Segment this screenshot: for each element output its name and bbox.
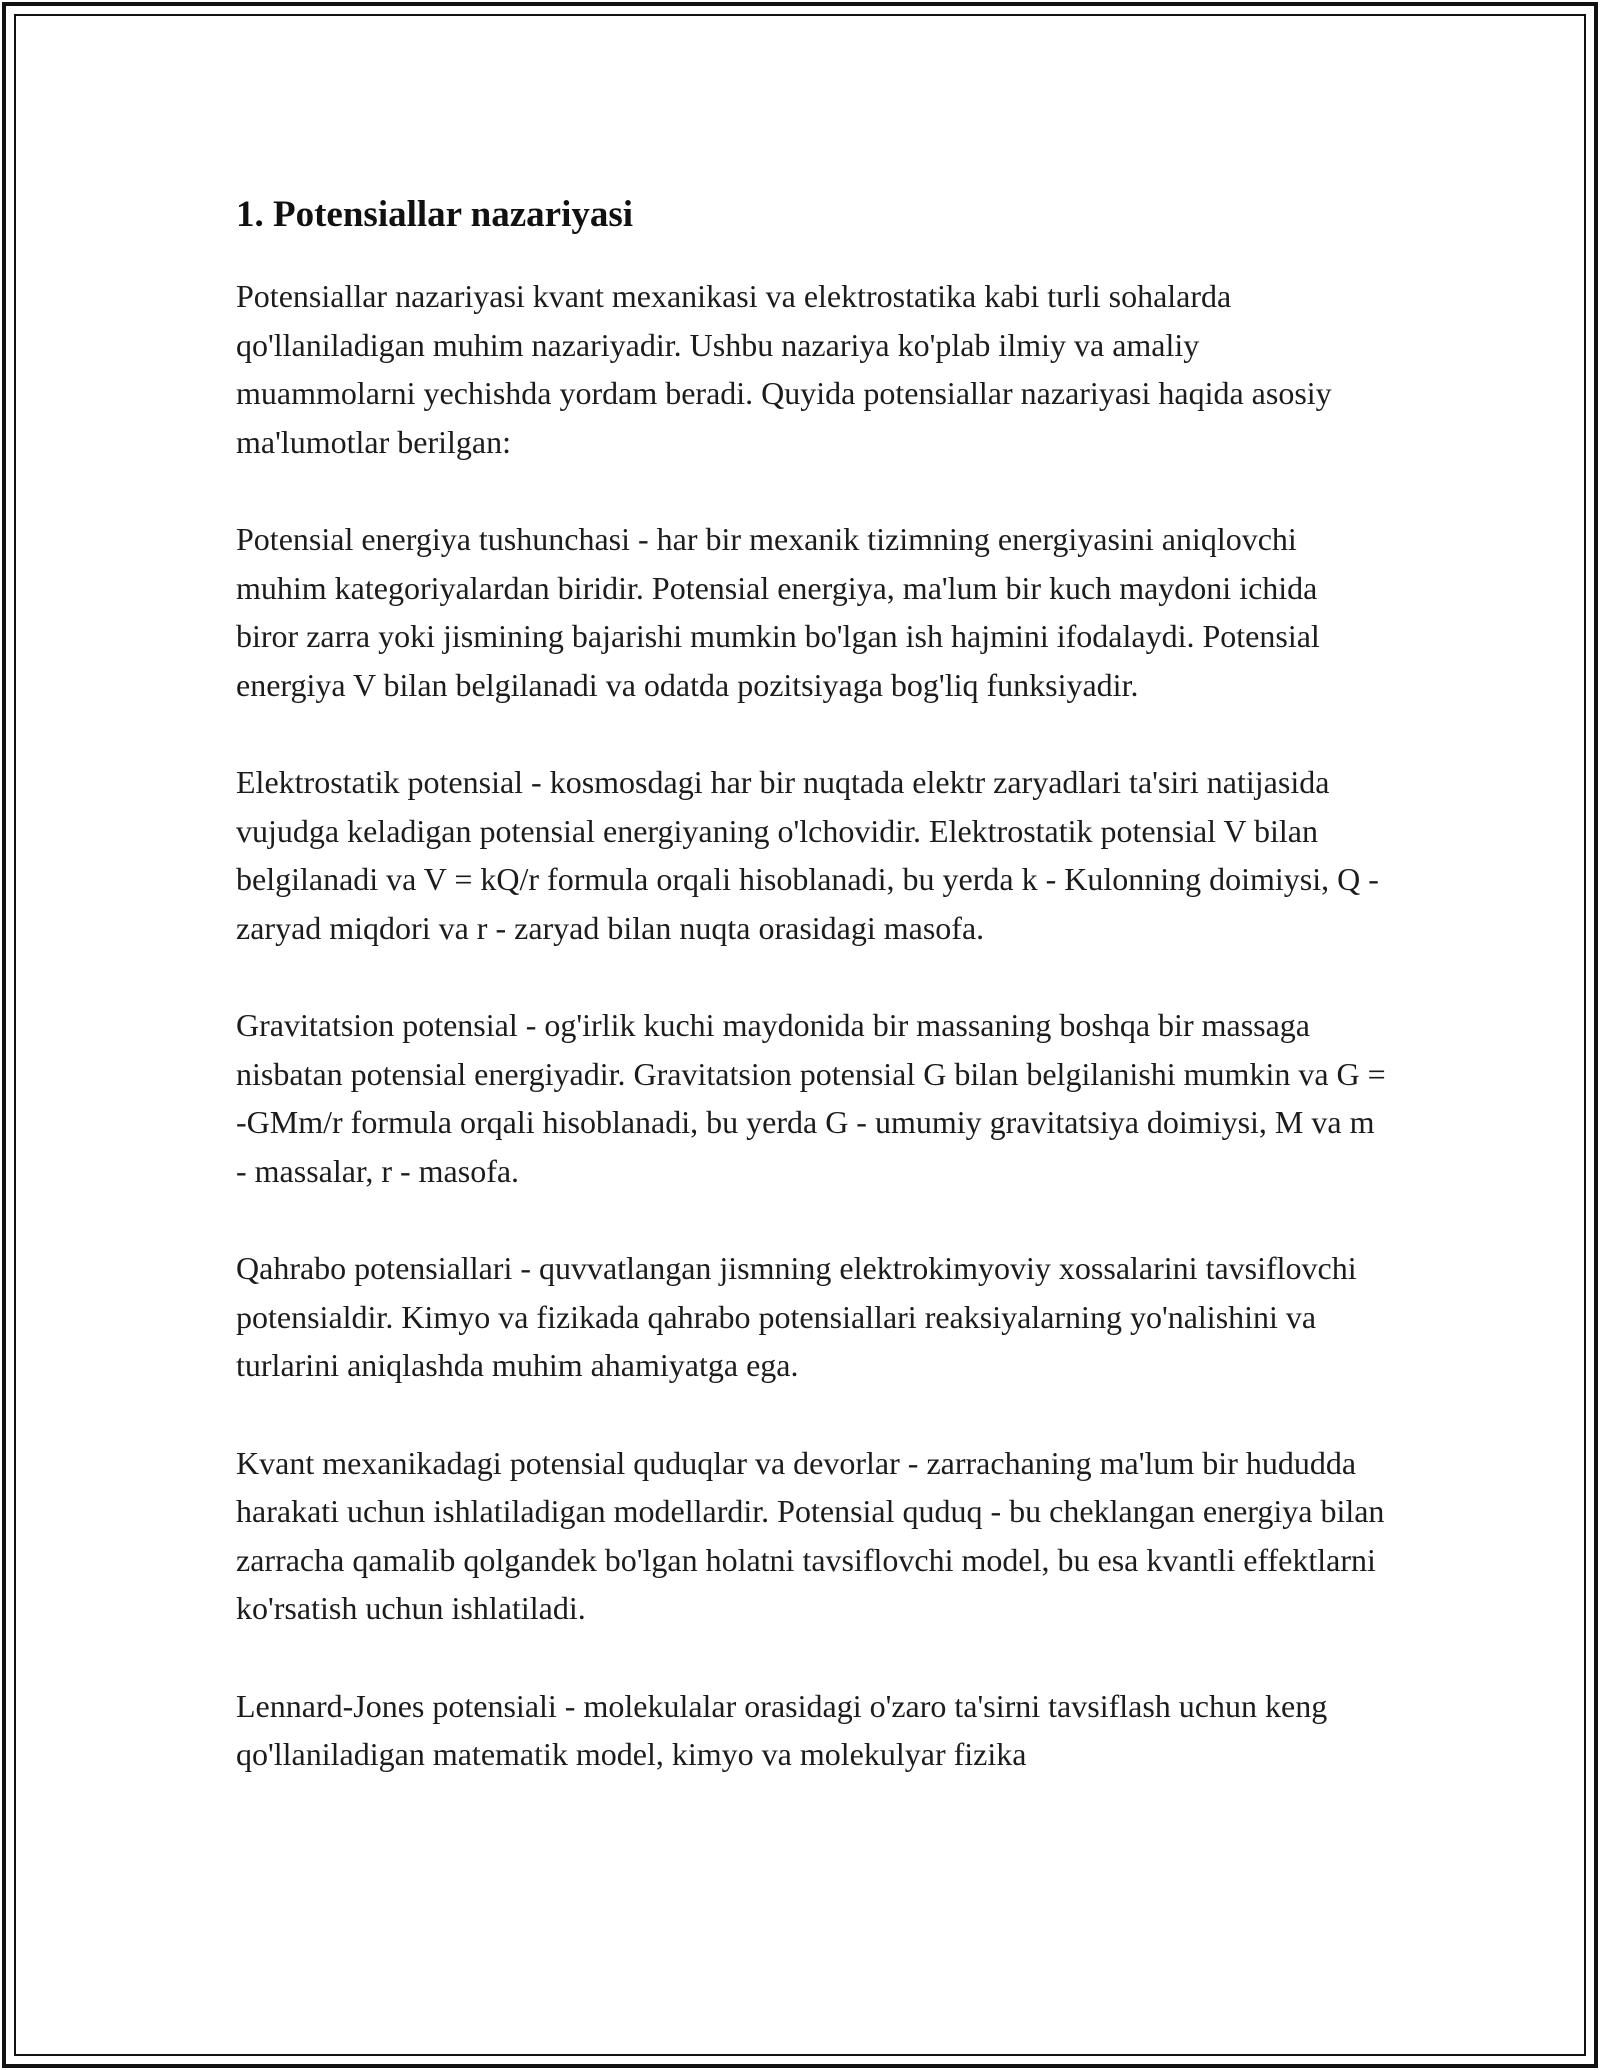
paragraph-intro: Potensiallar nazariyasi kvant mexanikasi va elektrostatika kabi turli sohalarda qo'llaniladigan muhim nazariyadir. Ushbu nazariya ko'plab ilmiy va amaliy muammolarni yechishda yordam beradi. Quyida potensiallar nazariyasi haqida asosiy ma'lumotlar berilgan: <box>236 278 1332 460</box>
paragraph-amber-potentials: Qahrabo potensiallari - quvvatlangan jismning elektrokimyoviy xossalarini tavsiflovchi potensialdir. Kimyo va fizikada qahrabo potensiallari reaksiyalarning yo'nalishini va turlarini aniqlashda muhim ahamiyatga ega. <box>236 1250 1357 1383</box>
paragraph-potential-energy: Potensial energiya tushunchasi - har bir mexanik tizimning energiyasini aniqlovchi muhim kategoriyalardan biridir. Potensial energiya, ma'lum bir kuch maydoni ichida biror zarra yoki jismining bajarishi mumkin bo'lgan ish hajmini ifodalaydi. Potensial energiya V bilan belgilanadi va odatda pozitsiyaga bog'liq funksiyadir. <box>236 521 1320 703</box>
paragraph-gravitational-potential: Gravitatsion potensial - og'irlik kuchi maydonida bir massaning boshqa bir massaga nisbatan potensial energiyadir. Gravitatsion potensial G bilan belgilanishi mumkin va G = -GMm/r formula orqali hisoblanadi, bu yerda G - umumiy gravitatsiya doimiysi, M va m - massalar, r - masofa. <box>236 1007 1386 1189</box>
paragraph-quantum-wells: Kvant mexanikadagi potensial quduqlar va devorlar - zarrachaning ma'lum bir hududda harakati uchun ishlatiladigan modellardir. Potensial quduq - bu cheklangan energiya bilan zarracha qamalib qolgandek bo'lgan holatni tavsiflovchi model, bu esa kvantli effektlarni ko'rsatish uchun ishlatiladi. <box>236 1444 1385 1626</box>
document-body <box>236 188 1386 1828</box>
paragraph-electrostatic-potential: Elektrostatik potensial - kosmosdagi har bir nuqtada elektr zaryadlari ta'siri natijasida vujudga keladigan potensial energiyaning o'lchovidir. Elektrostatik potensial V bilan belgilanadi va V = kQ/r formula orqali hisoblanadi, bu yerda k - Kulonning doimiysi, Q - zaryad miqdori va r - zaryad bilan nuqta orasidagi masofa. <box>236 764 1379 946</box>
paragraph-lennard-jones: Lennard-Jones potensiali - molekulalar orasidagi o'zaro ta'sirni tavsiflash uchun keng qo'llaniladigan matematik model, kimyo va molekulyar fizika <box>236 1687 1328 1772</box>
section-heading: 1. Potensiallar nazariyasi <box>236 194 634 235</box>
